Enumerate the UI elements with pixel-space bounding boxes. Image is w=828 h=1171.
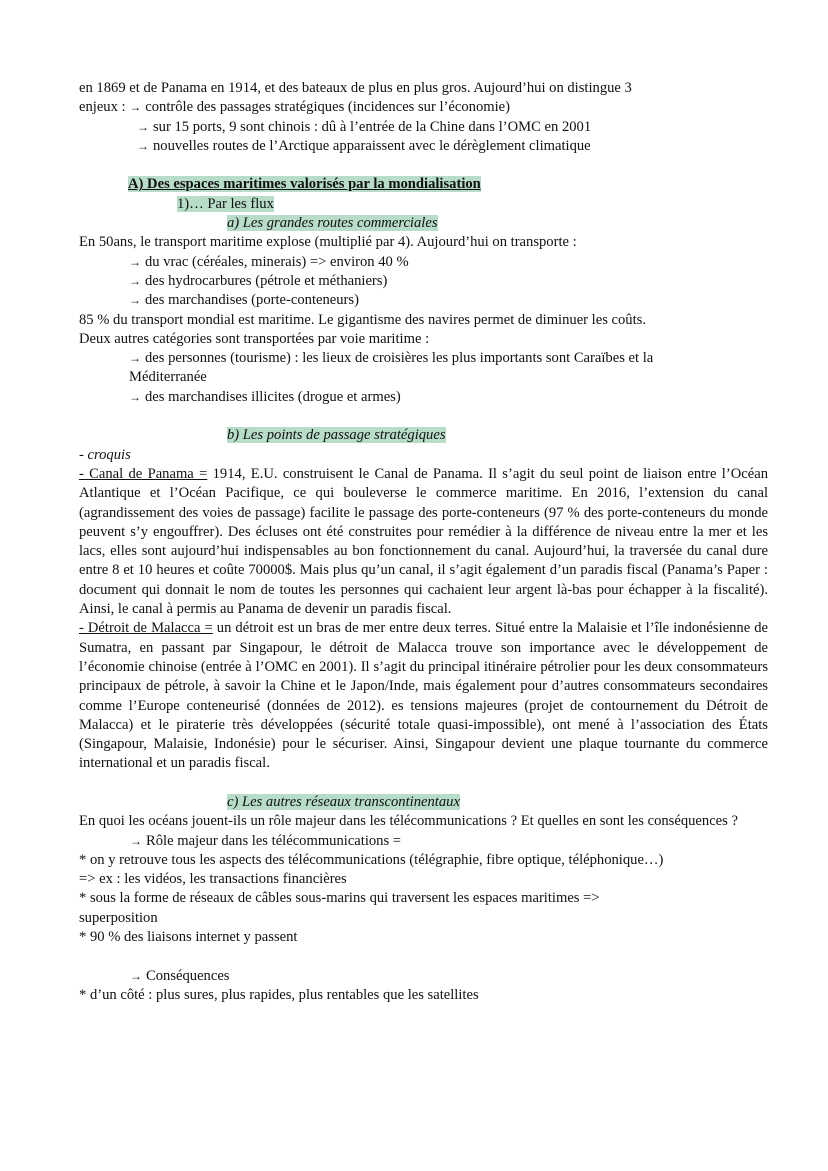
arrow-icon: →: [130, 833, 142, 848]
croquis-label: - croquis: [79, 446, 131, 463]
list-item: * 90 % des liaisons internet y passent: [79, 929, 298, 946]
list-item: superposition: [79, 909, 158, 926]
maritime-share-paragraph: 85 % du transport mondial est maritime. Le gigantisme des navires permet de diminuer les coûts.: [79, 311, 646, 328]
role-title: Rôle majeur dans les télécommunications =: [146, 832, 402, 849]
malacca-text: un détroit est un bras de mer entre deux terres. Situé entre la Malaisie et l’île indonésienne de Sumatra, en passant par Singapour, le détroit de Malacca trouve son importance avec le développement de l’économie chinoise (entrée à l’OMC en 2001). Il s’agit du principal itinéraire pétrolier pour les deux consommateurs principaux de pétrole, à savoir la Chine et le Japon/Inde, mais également pour d’autres consommateurs secondaires comme l’Europe conteneurisé (données de 2012). es tensions majeures (projet de contournement du Détroit de Malacca) et le piraterie très développées (sécurité totale quasi-impossible), ont mené à l’association des États (Singapour, Malaisie, Indonésie) pour le sécuriser. Ainsi, Singapour devient une plaque tournante du commerce international et un paradis fiscal.: [79, 620, 768, 772]
malacca-label: - Détroit de Malacca =: [79, 620, 213, 637]
consequences-title-row: [79, 967, 768, 986]
intro-item-1: contrôle des passages stratégiques (incidences sur l’économie): [145, 99, 510, 116]
consequences-title: Conséquences: [146, 967, 230, 984]
malacca-paragraph: [79, 619, 768, 773]
bullet-item: → des marchandises (porte-conteneurs): [129, 292, 359, 309]
section-b-heading: b) Les points de passage stratégiques: [227, 427, 446, 444]
list-item: * on y retrouve tous les aspects des télécommunications (télégraphie, fibre optique, téléphonique…): [79, 851, 664, 868]
panama-text: 1914, E.U. construisent le Canal de Panama. Il s’agit du seul point de liaison entre l’Océan Atlantique et l’Océan Pacifique, ce qui bouleverse le commerce maritime. En 2016, l’extension du canal (agrandissement des voies de passage) facilite le passage des porte-conteneurs (97 % des porte-conteneurs du monde peuvent s’y engouffrer). Des écluses ont été construites pour remédier à la différence de niveau entre la mer et les lacs, elles sont aujourd’hui indispensables au bon fonctionnement du canal. Aujourd’hui, la traversée du canal dure entre 8 et 10 heures et coûte 70000$. Mais plus qu’un canal, il s’agit également d’un paradis fiscal (Panama’s Paper : document qui donnait le nom de toutes les personnes qui cachaient leur argent là-bas pour échapper à la fiscalité). Ainsi, le canal à permis au Panama de devenir un paradis fiscal.: [79, 465, 768, 618]
arrow-icon: →: [130, 968, 142, 983]
routes-subheading-row: [79, 214, 768, 233]
panama-paragraph: [79, 465, 768, 619]
role-title-row: [79, 832, 768, 851]
routes-subheading: a) Les grandes routes commerciales: [227, 215, 438, 232]
arrow-icon: →: [129, 389, 141, 404]
bullet-item-continuation: Méditerranée: [129, 369, 207, 386]
telecom-question: En quoi les océans jouent-ils un rôle majeur dans les télécommunications ? Et quelles en sont les conséquences ?: [79, 813, 738, 830]
list-item: * d’un côté : plus sures, plus rapides, plus rentables que les satellites: [79, 986, 479, 1003]
section-c-heading: c) Les autres réseaux transcontinentaux: [227, 793, 460, 810]
intro-item-2: sur 15 ports, 9 sont chinois : dû à l’entrée de la Chine dans l’OMC en 2001: [153, 118, 592, 135]
flux-subheading: 1)… Par les flux: [177, 195, 274, 212]
bullet-item: → des personnes (tourisme) : les lieux de croisières les plus importants sont Caraïbes et la: [129, 350, 654, 367]
intro-item-3: nouvelles routes de l’Arctique apparaissent avec le dérèglement climatique: [153, 137, 591, 154]
arrow-icon: →: [129, 100, 142, 115]
categories-paragraph: Deux autres catégories sont transportées par voie maritime :: [79, 330, 430, 347]
flux-subheading-row: [79, 195, 768, 214]
list-item: * sous la forme de réseaux de câbles sous-marins qui traversent les espaces maritimes =>: [79, 890, 600, 907]
arrow-icon: →: [129, 273, 141, 288]
intro-line-4: [79, 137, 768, 156]
intro-line-1: en 1869 et de Panama en 1914, et des bateaux de plus en plus gros. Aujourd’hui on distingue 3: [79, 80, 632, 96]
section-a-heading: A) Des espaces maritimes valorisés par la mondialisation: [128, 176, 481, 193]
arrow-icon: →: [137, 119, 149, 134]
section-b-heading-row: [79, 426, 768, 445]
bullet-item: → des marchandises illicites (drogue et armes): [129, 388, 401, 405]
section-c-heading-row: [79, 793, 768, 812]
arrow-icon: →: [129, 351, 141, 366]
arrow-icon: →: [129, 293, 141, 308]
transport-paragraph: En 50ans, le transport maritime explose (multiplié par 4). Aujourd’hui on transporte :: [79, 234, 577, 251]
bullet-item: → du vrac (céréales, minerais) => environ 40 %: [129, 253, 409, 270]
arrow-icon: →: [137, 138, 149, 153]
intro-line-2: [79, 98, 768, 117]
enjeux-label: enjeux :: [79, 99, 126, 116]
panama-label: - Canal de Panama =: [79, 465, 208, 482]
intro-line-3: [79, 118, 768, 137]
arrow-icon: →: [129, 254, 141, 269]
list-item: => ex : les vidéos, les transactions financières: [79, 871, 347, 888]
section-a-heading-row: [79, 175, 768, 194]
bullet-item: → des hydrocarbures (pétrole et méthaniers): [129, 272, 388, 289]
